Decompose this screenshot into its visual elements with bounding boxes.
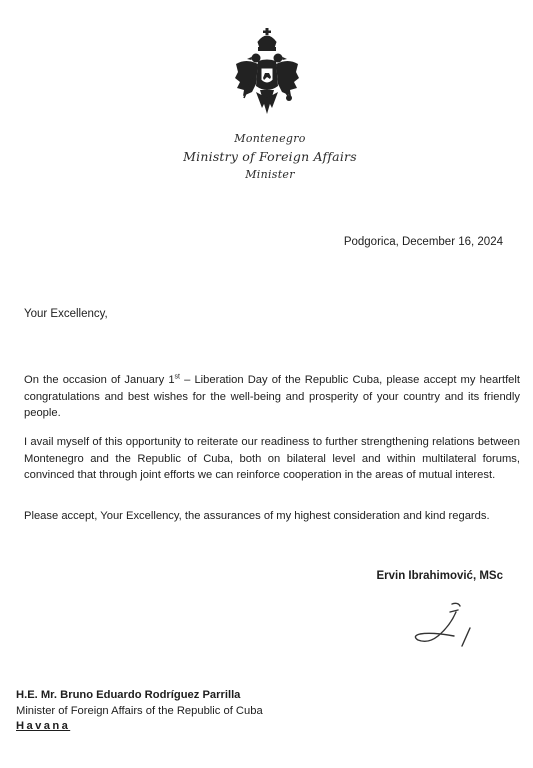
paragraph-1 <box>24 372 520 422</box>
paragraph-3: Please accept, Your Excellency, the assurances of my highest consideration and kind regards. <box>24 510 490 522</box>
salutation: Your Excellency, <box>24 308 108 320</box>
letterhead-country: Montenegro <box>234 132 306 145</box>
coat-of-arms-icon <box>234 28 300 120</box>
letterhead-title: Minister <box>245 168 295 181</box>
addressee-city: Havana <box>16 720 71 732</box>
addressee-block <box>16 688 263 735</box>
paragraph-2: I avail myself of this opportunity to reiterate our readiness to further strengthening relations between Montenegro and the Republic of Cuba, both on bilateral level and within multilateral forums, convinced that through joint efforts we can reinforce cooperation in the areas of mutual interest. <box>24 436 520 481</box>
letter-date: Podgorica, December 16, 2024 <box>343 236 503 248</box>
addressee-name: H.E. Mr. Bruno Eduardo Rodríguez Parrilla <box>16 689 241 701</box>
signer-name: Ervin Ibrahimović, MSc <box>376 570 503 582</box>
paragraph-1-ordinal: st <box>174 373 180 381</box>
paragraph-1-rest: – Liberation Day of the Republic Cuba, please accept my heartfelt congratulations and best wishes for the well-being and prosperity of your country and its friendly people. <box>24 374 520 419</box>
addressee-position: Minister of Foreign Affairs of the Republic of Cuba <box>16 704 263 717</box>
signature-icon <box>398 600 488 650</box>
letterhead <box>140 130 400 184</box>
paragraph-1-start: On the occasion of January 1 <box>24 374 175 386</box>
letterhead-ministry: Ministry of Foreign Affairs <box>183 149 357 164</box>
